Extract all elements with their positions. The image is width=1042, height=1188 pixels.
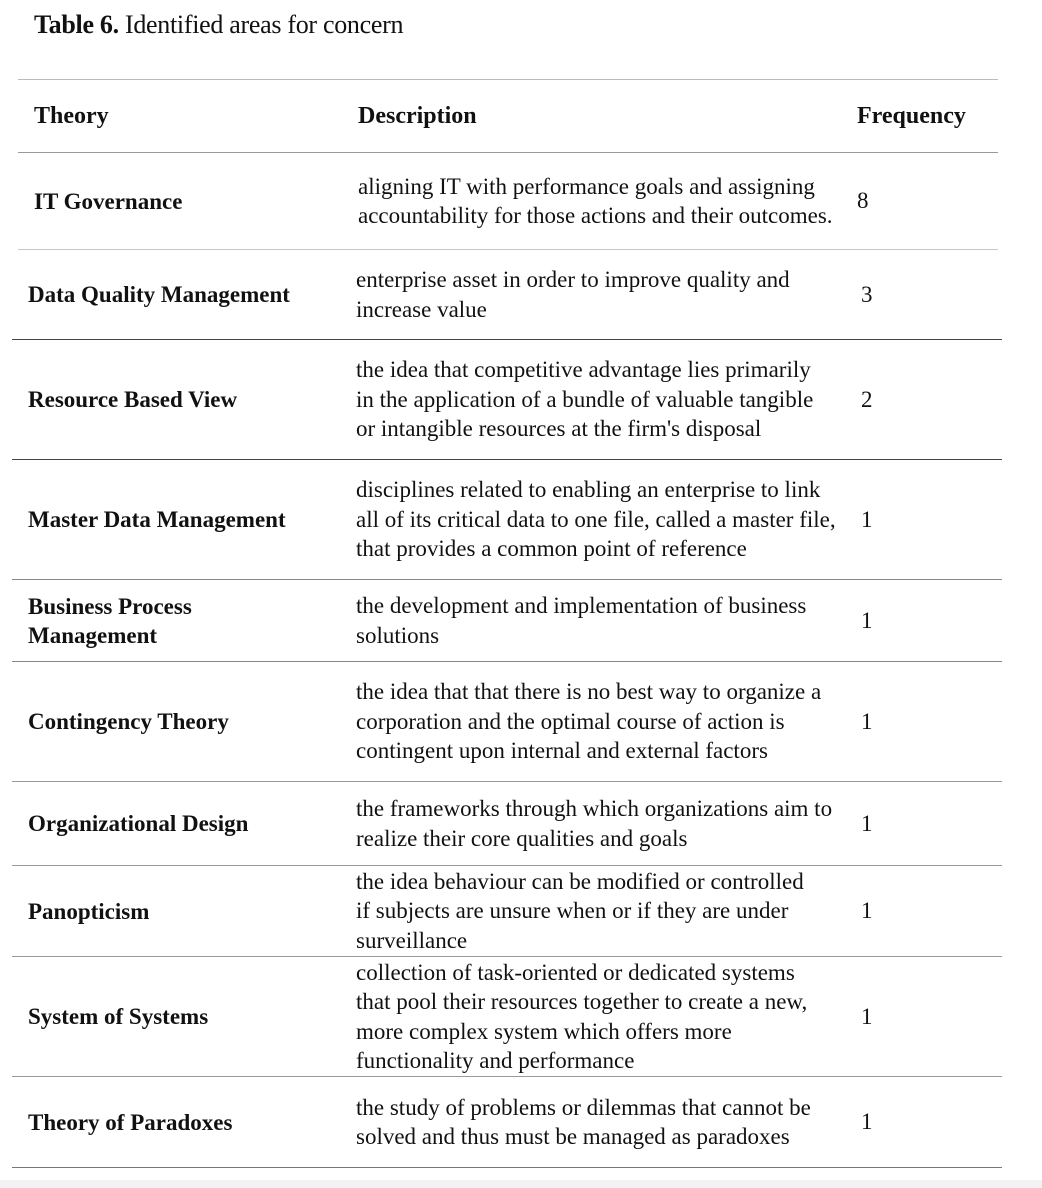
row-frequency: 1 bbox=[861, 708, 873, 734]
table-caption bbox=[34, 10, 403, 40]
row-frequency: 1 bbox=[861, 1109, 873, 1134]
row-rule bbox=[12, 1167, 1002, 1168]
row-frequency: 8 bbox=[857, 188, 869, 213]
row-frequency: 2 bbox=[861, 386, 873, 412]
row-theory: Organizational Design bbox=[28, 811, 249, 836]
row-description: the idea that that there is no best way to organize a corporation and the optimal course of action is contingent upon internal and external factors bbox=[356, 679, 822, 764]
row-theory: System of Systems bbox=[28, 1004, 209, 1029]
caption-label: Table 6. bbox=[34, 10, 119, 39]
row-theory: Master Data Management bbox=[28, 507, 286, 532]
row-theory: Data Quality Management bbox=[28, 282, 290, 307]
header-theory: Theory bbox=[34, 102, 109, 129]
row-theory: IT Governance bbox=[34, 188, 183, 214]
row-description: the frameworks through which organizations aim to realize their core qualities and goals bbox=[356, 796, 833, 851]
row-theory: Resource Based View bbox=[28, 387, 238, 412]
row-description: the idea that competitive advantage lies primarily in the application of a bundle of valuable tangible or intangible resources at the firm's disposal bbox=[356, 357, 814, 442]
row-theory: Panopticism bbox=[28, 898, 150, 924]
row-description: collection of task-oriented or dedicated systems that pool their resources together to create a new, more complex system which offers more functionality and performance bbox=[356, 959, 808, 1073]
header-description: Description bbox=[358, 102, 477, 129]
row-frequency: 1 bbox=[861, 898, 873, 923]
row-frequency: 1 bbox=[861, 810, 873, 836]
row-description: the study of problems or dilemmas that cannot be solved and thus must be managed as paradoxes bbox=[356, 1094, 811, 1149]
row-description: disciplines related to enabling an enterprise to link all of its critical data to one file, called a master file, that provides a common point of reference bbox=[356, 477, 836, 562]
row-theory: Business Process Management bbox=[28, 593, 192, 648]
page-bottom-band bbox=[0, 1180, 1042, 1188]
row-description: aligning IT with performance goals and assigning accountability for those actions and their outcomes. bbox=[358, 173, 833, 228]
row-frequency: 1 bbox=[861, 1003, 873, 1029]
header-frequency: Frequency bbox=[857, 102, 966, 129]
row-frequency: 1 bbox=[861, 607, 873, 633]
caption-text: Identified areas for concern bbox=[124, 10, 404, 39]
row-frequency: 1 bbox=[861, 506, 873, 532]
row-description: the development and implementation of business solutions bbox=[356, 593, 807, 648]
table-top-rule bbox=[18, 79, 998, 80]
row-frequency: 3 bbox=[861, 281, 873, 307]
row-theory: Theory of Paradoxes bbox=[28, 1109, 233, 1135]
row-description: enterprise asset in order to improve quality and increase value bbox=[356, 267, 790, 322]
row-description: the idea behaviour can be modified or controlled if subjects are unsure when or if they are under surveillance bbox=[356, 868, 804, 953]
row-theory: Contingency Theory bbox=[28, 709, 229, 734]
